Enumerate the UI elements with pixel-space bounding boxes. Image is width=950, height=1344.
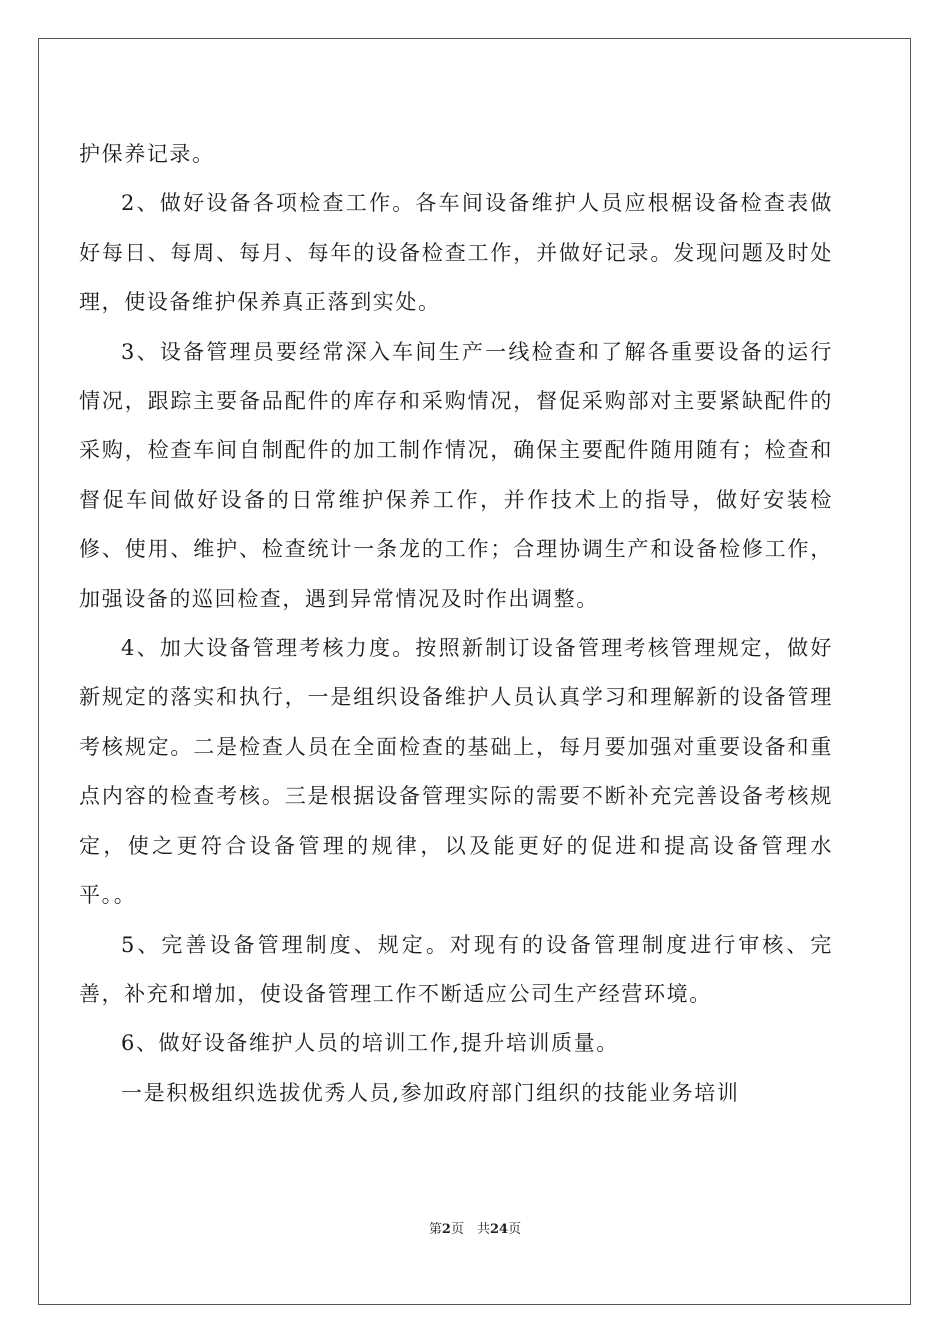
footer-mid: 页 共 xyxy=(450,1222,490,1237)
paragraph-item-5: 5、完善设备管理制度、规定。对现有的设备管理制度进行审核、完善，补充和增加，使设备管理工作不断适应公司生产经营环境。 xyxy=(79,932,833,1006)
footer-prefix: 第 xyxy=(428,1222,442,1237)
paragraph-item-2: 2、做好设备各项检查工作。各车间设备维护人员应根椐设备检查表做好每日、每周、每月、每年的设备检查工作，并做好记录。发现问题及时处理，使设备维护保养真正落到实处。 xyxy=(79,191,833,315)
total-page-number: 24 xyxy=(489,1222,509,1237)
footer-suffix: 页 xyxy=(508,1222,522,1237)
document-body xyxy=(79,130,833,1118)
paragraph-item-3: 3、设备管理员要经常深入车间生产一线检查和了解各重要设备的运行情况，跟踪主要备品配件的库存和采购情况，督促采购部对主要紧缺配件的采购，检查车间自制配件的加工制作情况，确保主要配件随用随有；检查和督促车间做好设备的日常维护保养工作，并作技术上的指导，做好安装检修、使用、维护、检查统计一条龙的工作；合理协调生产和设备检修工作，加强设备的巡回检查，遇到异常情况及时作出调整。 xyxy=(79,339,833,611)
paragraph-item-6-detail: 一是积极组织选拔优秀人员,参加政府部门组织的技能业务培训 xyxy=(121,1080,740,1105)
paragraph-item-6: 6、做好设备维护人员的培训工作,提升培训质量。 xyxy=(121,1031,619,1056)
paragraph-continuation: 护保养记录。 xyxy=(79,142,215,166)
current-page-number: 2 xyxy=(441,1222,451,1237)
page-footer xyxy=(0,1218,950,1237)
paragraph-item-4: 4、加大设备管理考核力度。按照新制订设备管理考核管理规定，做好新规定的落实和执行，一是组织设备维护人员认真学习和理解新的设备管理考核规定。二是检查人员在全面检查的基础上，每月要加强对重要设备和重点内容的检查考核。三是根据设备管理实际的需要不断补充完善设备考核规定，使之更符合设备管理的规律，以及能更好的促进和提高设备管理水平。。 xyxy=(79,636,833,908)
